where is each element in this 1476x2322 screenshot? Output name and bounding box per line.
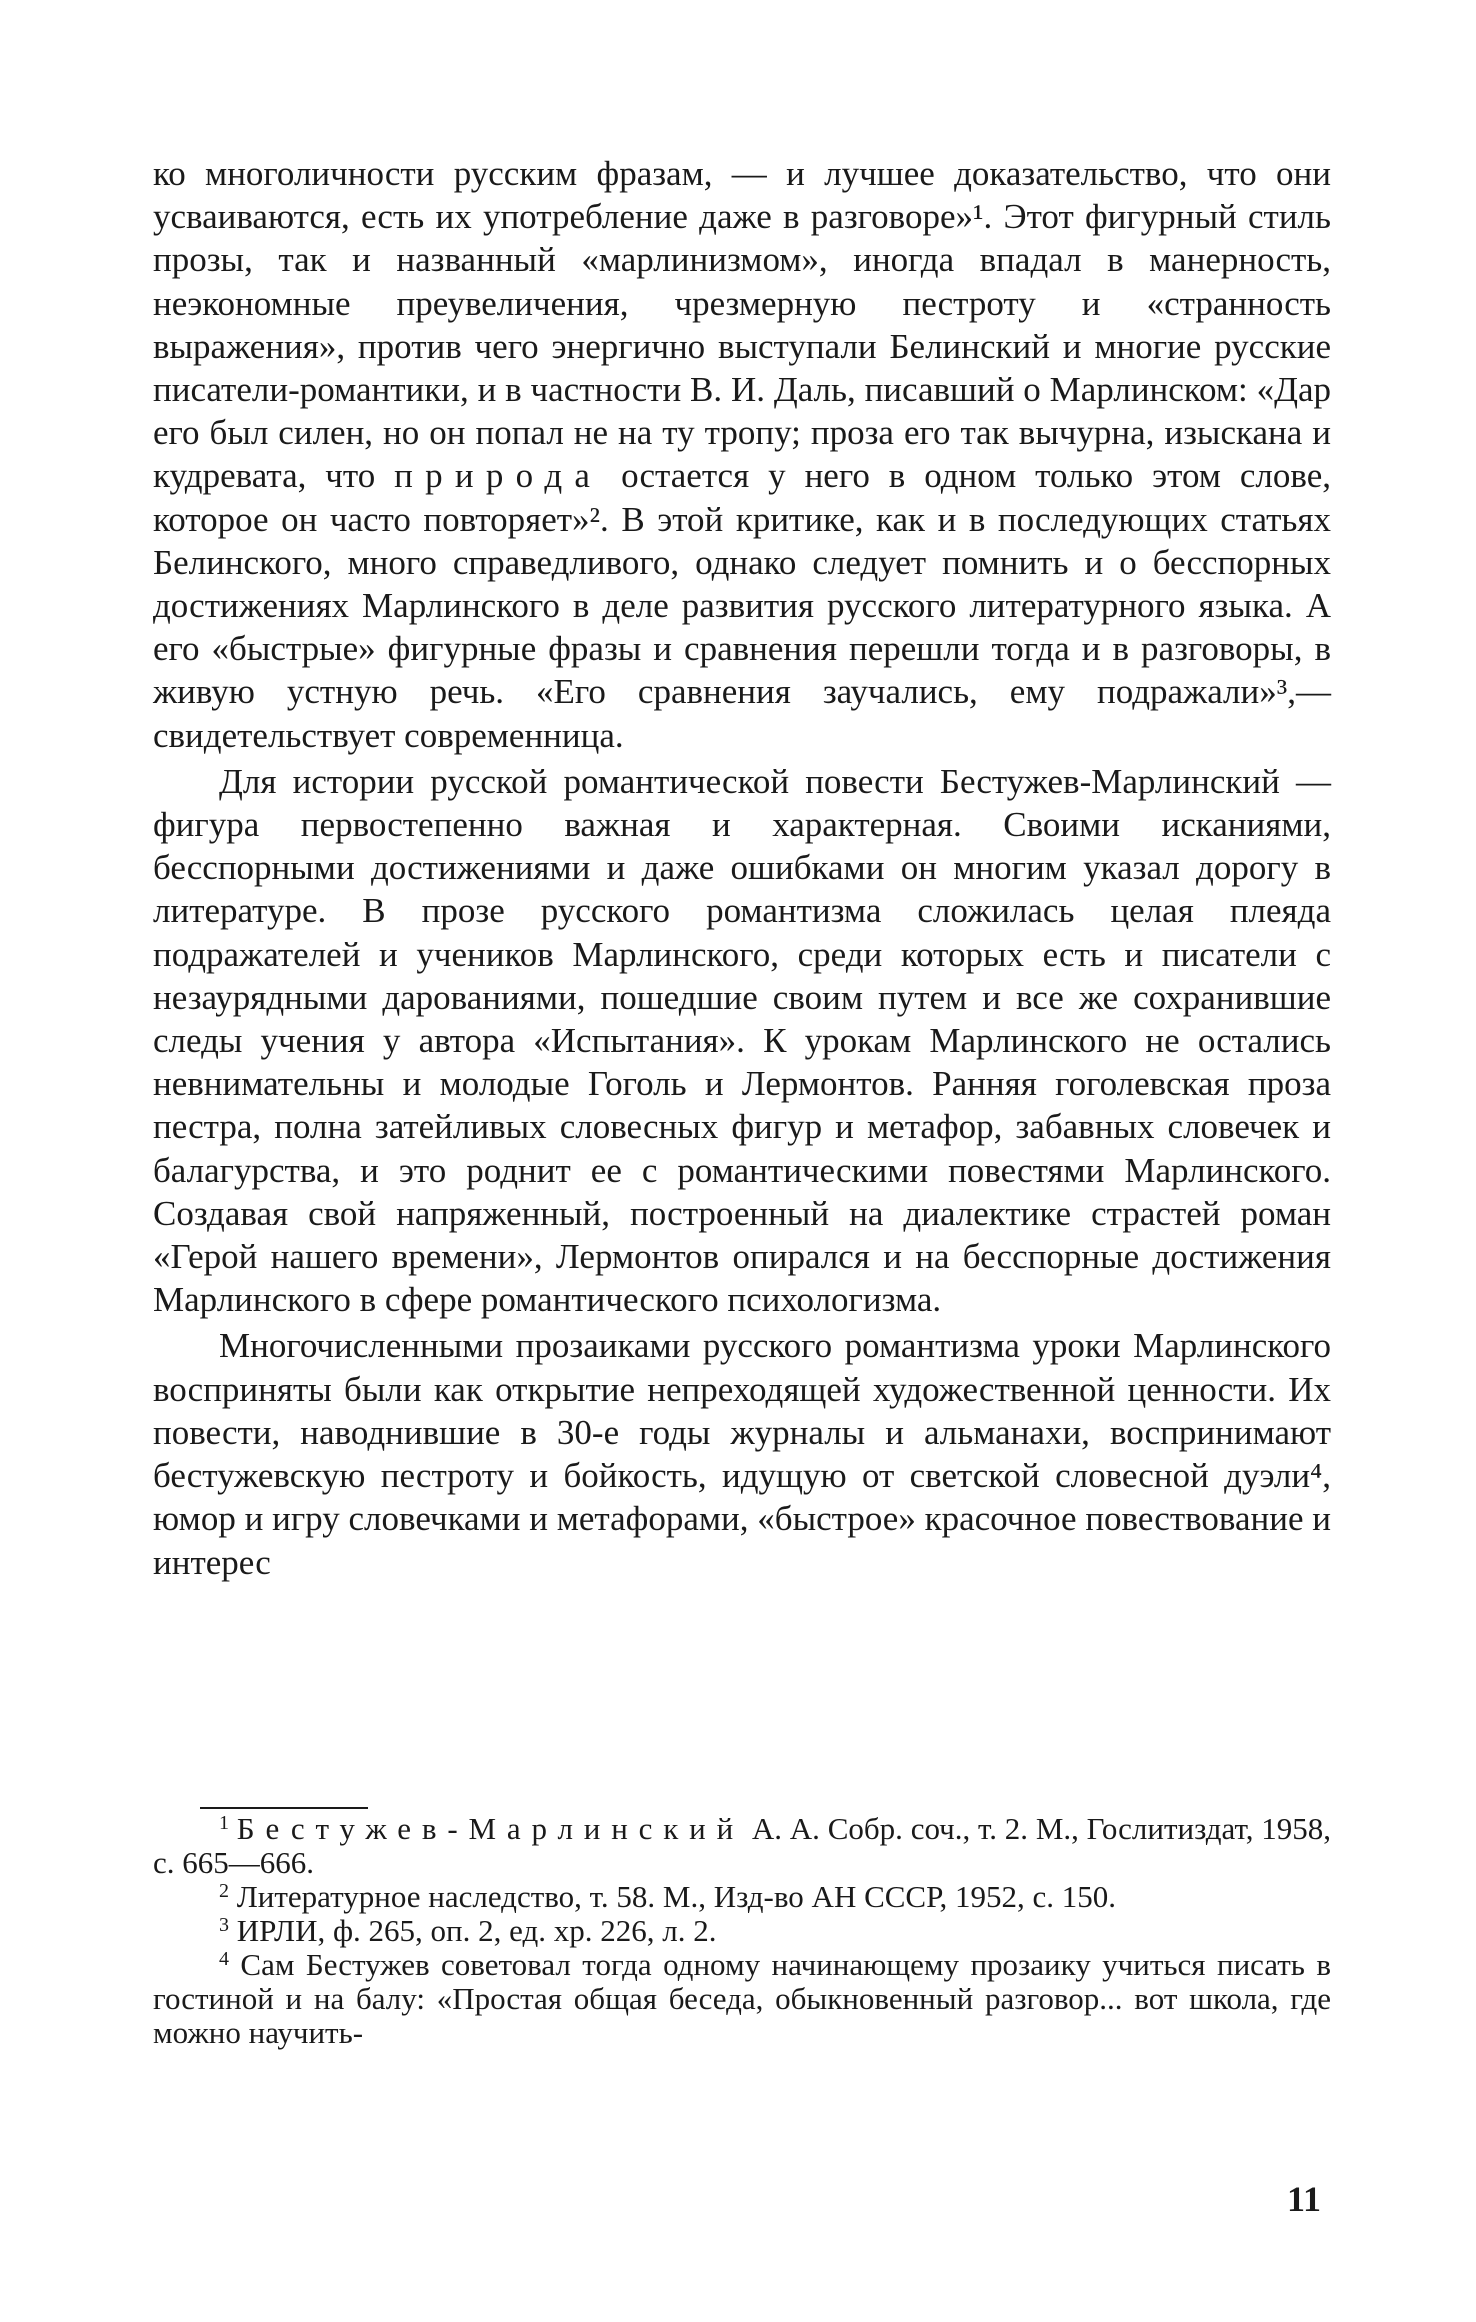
footnote-mark: 1: [219, 1812, 229, 1834]
footnote-text: Сам Бестужев советовал тогда одному начинающему прозаику учиться писать в гостиной и на балу: «Простая общая беседа, обыкновенный разговор... вот школа, где можно научить-: [153, 1947, 1331, 2050]
footnote-text: ИРЛИ, ф. 265, оп. 2, ед. хр. 226, л. 2.: [236, 1913, 717, 1948]
footnote-2: [153, 1880, 1331, 1914]
spaced-word: природа: [394, 456, 603, 496]
footnote-3: [153, 1914, 1331, 1948]
paragraph-3: Многочисленными прозаиками русского романтизма уроки Марлинского восприняты были как открытие непреходящей художественной ценности. Их повести, наводнившие в 30-е годы журналы и альманахи, воспринимают бестужевскую пестроту и бойкость, идущую от светской словесной дуэли⁴, юмор и игру словечками и метафорами, «быстрое» красочное повествование и интерес: [153, 1326, 1331, 1582]
footnote-separator: [200, 1807, 368, 1809]
footnote-text: А. А. Собр. соч., т. 2. М., Гослитиздат, 1958, с. 665—666.: [153, 1811, 1332, 1880]
page-number: 11: [1286, 2179, 1321, 2219]
paragraph-2: Для истории русской романтической повести Бестужев-Марлинский — фигура первостепенно важная и характерная. Своими исканиями, бесспорными достижениями и даже ошибками он многим указал дорогу в литературе. В прозе русского романтизма сложилась целая плеяда подражателей и учеников Марлинского, среди которых есть и писатели с незаурядными дарованиями, пошедшие своим путем и все же сохранившие следы учения у автора «Испытания». К урокам Марлинского не остались невнимательны и молодые Гоголь и Лермонтов. Ранняя гоголевская проза пестра, полна затейливых словесных фигур и метафор, забавных словечек и балагурства, и это роднит ее с романтическими повестями Марлинского. Создавая свой напряженный, построенный на диалектике страстей роман «Герой нашего времени», Лермонтов опирался и на бесспорные достижения Марлинского в сфере романтического психологизма.: [153, 761, 1331, 1320]
main-text: [153, 152, 1331, 1584]
footnote-mark: 4: [219, 1948, 229, 1970]
footnote-text: Литературное наследство, т. 58. М., Изд-во АН СССР, 1952, с. 150.: [236, 1879, 1116, 1914]
footnotes: [153, 1812, 1331, 2050]
paragraph-1-text: ко многоличности русским фразам, — и лучшее доказательство, что они усваиваются, есть их употребление даже в разговоре»¹. Этот фигурный стиль прозы, так и названный «марлинизмом», иногда впадал в манерность, неэкономные преувеличения, чрезмерную пестроту и «странность выражения», против чего энергично выступали Белинский и многие русские писатели-романтики, и в частности В. И. Даль, писавший о Марлинском: «Дар его был силен, но он попал не на ту тропу; проза его так вычурна, изыскана и кудревата, что: [153, 154, 1331, 496]
footnote-1: [153, 1812, 1331, 1880]
footnote-4: [153, 1948, 1331, 2050]
paragraph-1: [153, 152, 1331, 757]
paragraph-1-tail: остается у него в одном только этом слове, которое он часто повторяет»². В этой критике, как и в последующих статьях Белинского, много справедливого, однако следует помнить и о бесспорных достижениях Марлинского в деле развития русского литературного языка. А его «быстрые» фигурные фразы и сравнения перешли тогда и в разговоры, в живую устную речь. «Его сравнения заучались, ему подражали»³,— свидетельствует современница.: [153, 456, 1331, 755]
footnote-mark: 2: [219, 1880, 229, 1902]
footnote-mark: 3: [219, 1914, 229, 1936]
footnote-author: Бестужев-Марлинский: [236, 1811, 745, 1846]
